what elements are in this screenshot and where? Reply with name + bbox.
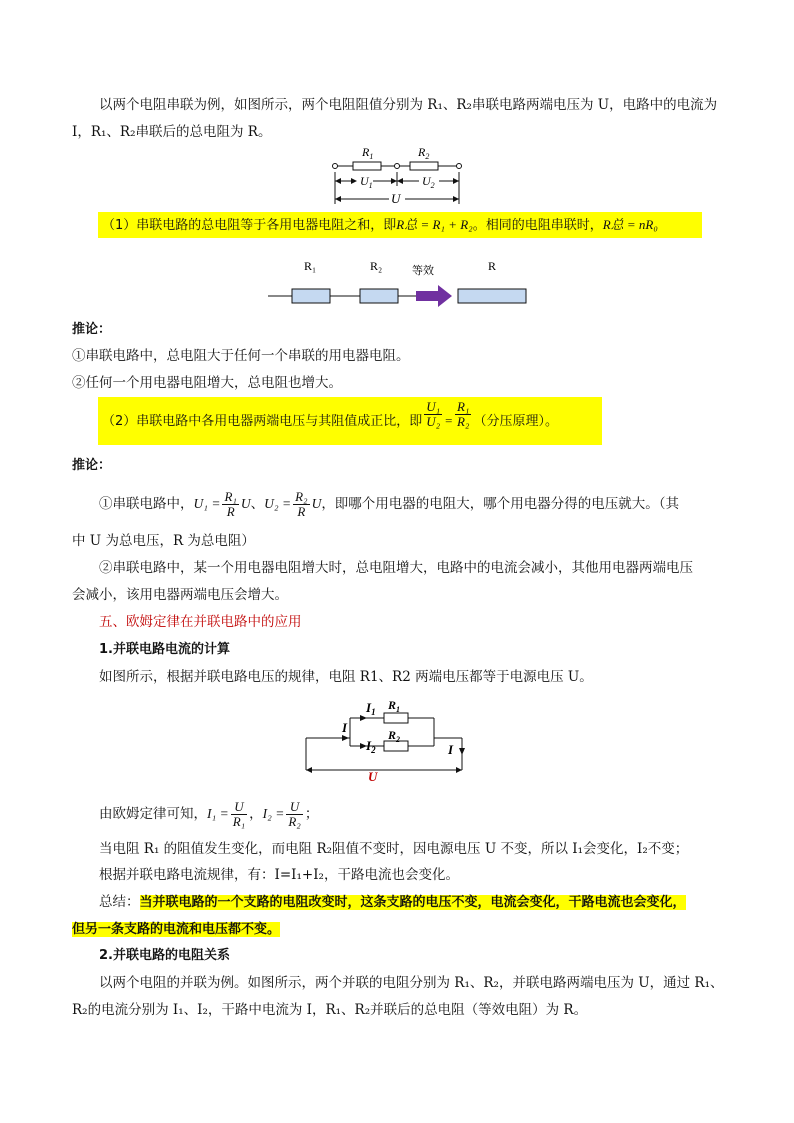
- change-text-line-2: 根据并联电路电流规律，有：I=I₁+I₂，干路电流也会变化。: [99, 867, 459, 883]
- subsection2-line-2: R₂的电流分别为 I₁、I₂，干路中电流为 I，R₁、R₂并联后的总电阻（等效电阻）为 R。: [72, 1002, 588, 1018]
- svg-text:I: I: [448, 742, 454, 757]
- rule1-text: （1）串联电路的总电阻等于各用电器电阻之和，即R总 = R₁ + R₂。相同的电阻串联时，R总 = nR₀: [102, 217, 658, 233]
- inference2-b-2: 会减小，该用电器两端电压会增大。: [72, 587, 288, 603]
- ohm-law-line: 由欧姆定律可知，I₁ = $\frac{U}{\text{R₁}}$ ，I₂ = $\frac{U}{\text{R₂}}$ ；: [99, 799, 319, 829]
- inference2-title: 推论：: [72, 458, 112, 473]
- subsection1-title: 1.并联电路电流的计算: [99, 642, 230, 657]
- series-circuit-diagram: [325, 142, 475, 210]
- parallel-circuit-diagram: [302, 692, 468, 784]
- resistor-r1-parallel: [384, 713, 408, 723]
- svg-text:R1: $R_1$: [362, 145, 374, 161]
- svg-text:R₁: R₁: [304, 259, 317, 273]
- section5-title: 五、欧姆定律在并联电路中的应用: [99, 614, 302, 630]
- svg-text:R₂: R₂: [370, 259, 383, 273]
- svg-text:R2: $R_2$: [388, 728, 401, 744]
- equivalence-diagram: [268, 252, 538, 310]
- inference1-title: 推论：: [72, 322, 112, 337]
- resistor-r1: [353, 162, 381, 170]
- intro-line-2: I，R₁、R₂串联后的总电阻为 R。: [72, 124, 272, 140]
- inference1-a: ①串联电路中，总电阻大于任何一个串联的用电器电阻。: [72, 348, 410, 364]
- change-text-line-1: 当电阻 R₁ 的阻值发生变化，而电阻 R₂阻值不变时，因电源电压 U 不变，所以 I₁会变化，I₂不变；: [99, 841, 689, 857]
- svg-text:R: R: [488, 259, 497, 273]
- rule2-text: （2）串联电路中各用电器两端电压与其阻值成正比，即 $\frac{\text{U₁}}{\text{U₂}}$ = $\frac{\text{R₁}}{\text{R₂}}$ （分压原理）。: [102, 399, 558, 429]
- resistor-r1-block: [292, 289, 330, 303]
- inference2-a: ①串联电路中，U₁ = $\frac{\text{R₁}}{R}$ U、U₂ = $\frac{\text{R₂}}{R}$ U，即哪个用电器的电阻大，哪个用电器分得的电压就大。（其: [99, 489, 680, 519]
- svg-text:I2: $I_2$: [366, 738, 376, 755]
- summary-line-1: 总结：当并联电路的一个支路的电阻改变时，这条支路的电压不变，电流会变化，干路电流也会变化，: [99, 894, 686, 910]
- equivalent-arrow-icon: [416, 285, 452, 307]
- resistor-r2-block: [360, 289, 398, 303]
- svg-text:I1: $I_1$: [366, 700, 376, 717]
- subsection1-text: 如图所示，根据并联电路电压的规律，电阻 R1、R2 两端电压都等于电源电压 U。: [99, 669, 593, 685]
- resistor-r2: [410, 162, 438, 170]
- svg-text:U: U: [391, 191, 401, 206]
- subsection2-title: 2.并联电路的电阻关系: [99, 948, 230, 963]
- svg-text:等效: 等效: [412, 265, 434, 277]
- inference2-b-1: ②串联电路中，某一个用电器电阻增大时，总电阻增大，电路中的电流会减小，其他用电器两端电压: [99, 560, 693, 576]
- svg-text:U: U: [368, 769, 378, 784]
- inference1-b: ②任何一个用电器电阻增大，总电阻也增大。: [72, 375, 342, 391]
- svg-text:U2: $U_2$: [422, 174, 435, 190]
- svg-text:R2: $R_2$: [418, 145, 430, 161]
- rule1-eq-n: R总 = nR₀: [602, 217, 658, 232]
- subsection2-line-1: 以两个电阻的并联为例。如图所示，两个并联的电阻分别为 R₁、R₂，并联电路两端电压为 U，通过 R₁、: [99, 975, 724, 991]
- rule1-eq-sum: R总 = R₁ + R₂: [396, 217, 473, 232]
- svg-text:R1: $R_1$: [388, 698, 401, 714]
- intro-line-1: 以两个电阻串联为例，如图所示，两个电阻阻值分别为 R₁、R₂串联电路两端电压为 U，电路中的电流为: [99, 97, 718, 113]
- summary-line-2: 但另一条支路的电流和电压都不变。: [72, 922, 281, 937]
- svg-text:U1: $U_1$: [360, 174, 373, 190]
- svg-text:I: I: [342, 720, 348, 735]
- resistor-r-block: [458, 289, 526, 303]
- inference2-a-cont: 中 U 为总电压，R 为总电阻）: [72, 533, 255, 549]
